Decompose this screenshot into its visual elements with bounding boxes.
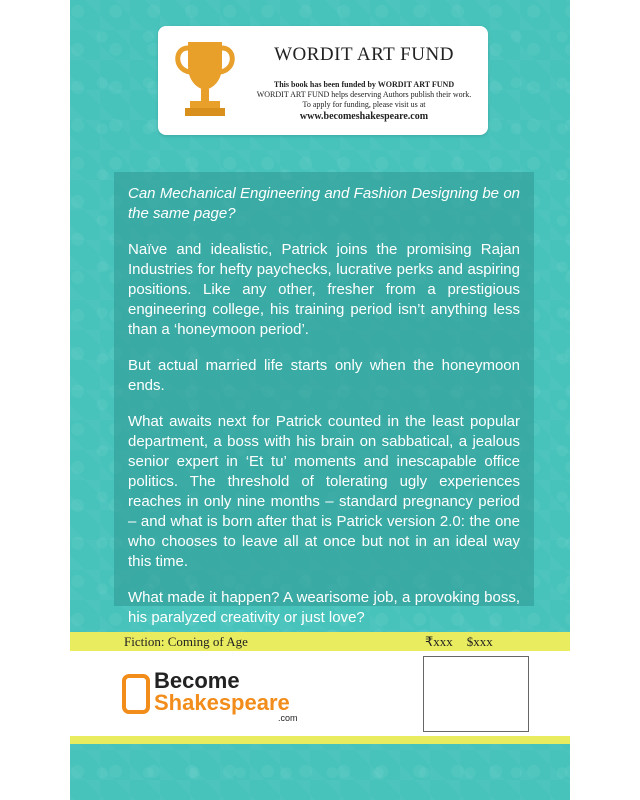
bottom-band [70,736,570,744]
phone-logo-icon [122,674,150,714]
fund-url[interactable]: www.becomeshakespeare.com [299,111,429,122]
book-back-cover [70,0,570,800]
fund-badge [158,26,488,135]
trophy-icon [170,36,240,120]
publisher-logo-become: Become [154,668,240,693]
price-usd: $xxx [466,634,493,649]
price-inr: ₹xxx [425,634,453,649]
fund-title: WORDIT ART FUND [274,44,454,65]
blurb-paragraph-2: But actual married life starts only when the honeymoon ends. [128,357,520,394]
blurb-paragraph-4: What made it happen? A wearisome job, a provoking boss, his paralyzed creativity or just love? [128,589,520,626]
genre-label: Fiction: Coming of Age [124,634,248,649]
fund-apply-line: To apply for funding, please visit us at [302,100,426,109]
price-label [425,634,507,650]
fund-funded-line: This book has been funded by WORDIT ART FUND [273,80,455,89]
publisher-logo-shakespeare: Shakespeare [154,690,290,715]
fund-helps-line: WORDIT ART FUND helps deserving Authors publish their work. [256,90,472,99]
barcode-placeholder [423,656,529,732]
blurb-panel [114,172,534,626]
blurb-paragraph-1: Naïve and idealistic, Patrick joins the promising Rajan Industries for hefty paychecks, lucrative perks and aspiring positions. Like any other, fresher from a prestigious engineering college, his training period isn’t anything less than a ‘honeymoon period’. [128,241,520,338]
blurb-question: Can Mechanical Engineering and Fashion Designing be on the same page? [128,185,520,222]
blurb-paragraph-3: What awaits next for Patrick counted in the least popular department, a boss with his brain on sabbatical, a jealous senior expert in ‘Et tu’ moments and inescapable office politics. The threshold of tolerating ugly experiences reaches in only nine months – standard pregnancy period – and what is born after that is Patrick version 2.0: the one who chooses to leave all at once but not in an ideal way this time. [128,413,520,570]
publisher-logo-suffix: .com [278,713,298,723]
